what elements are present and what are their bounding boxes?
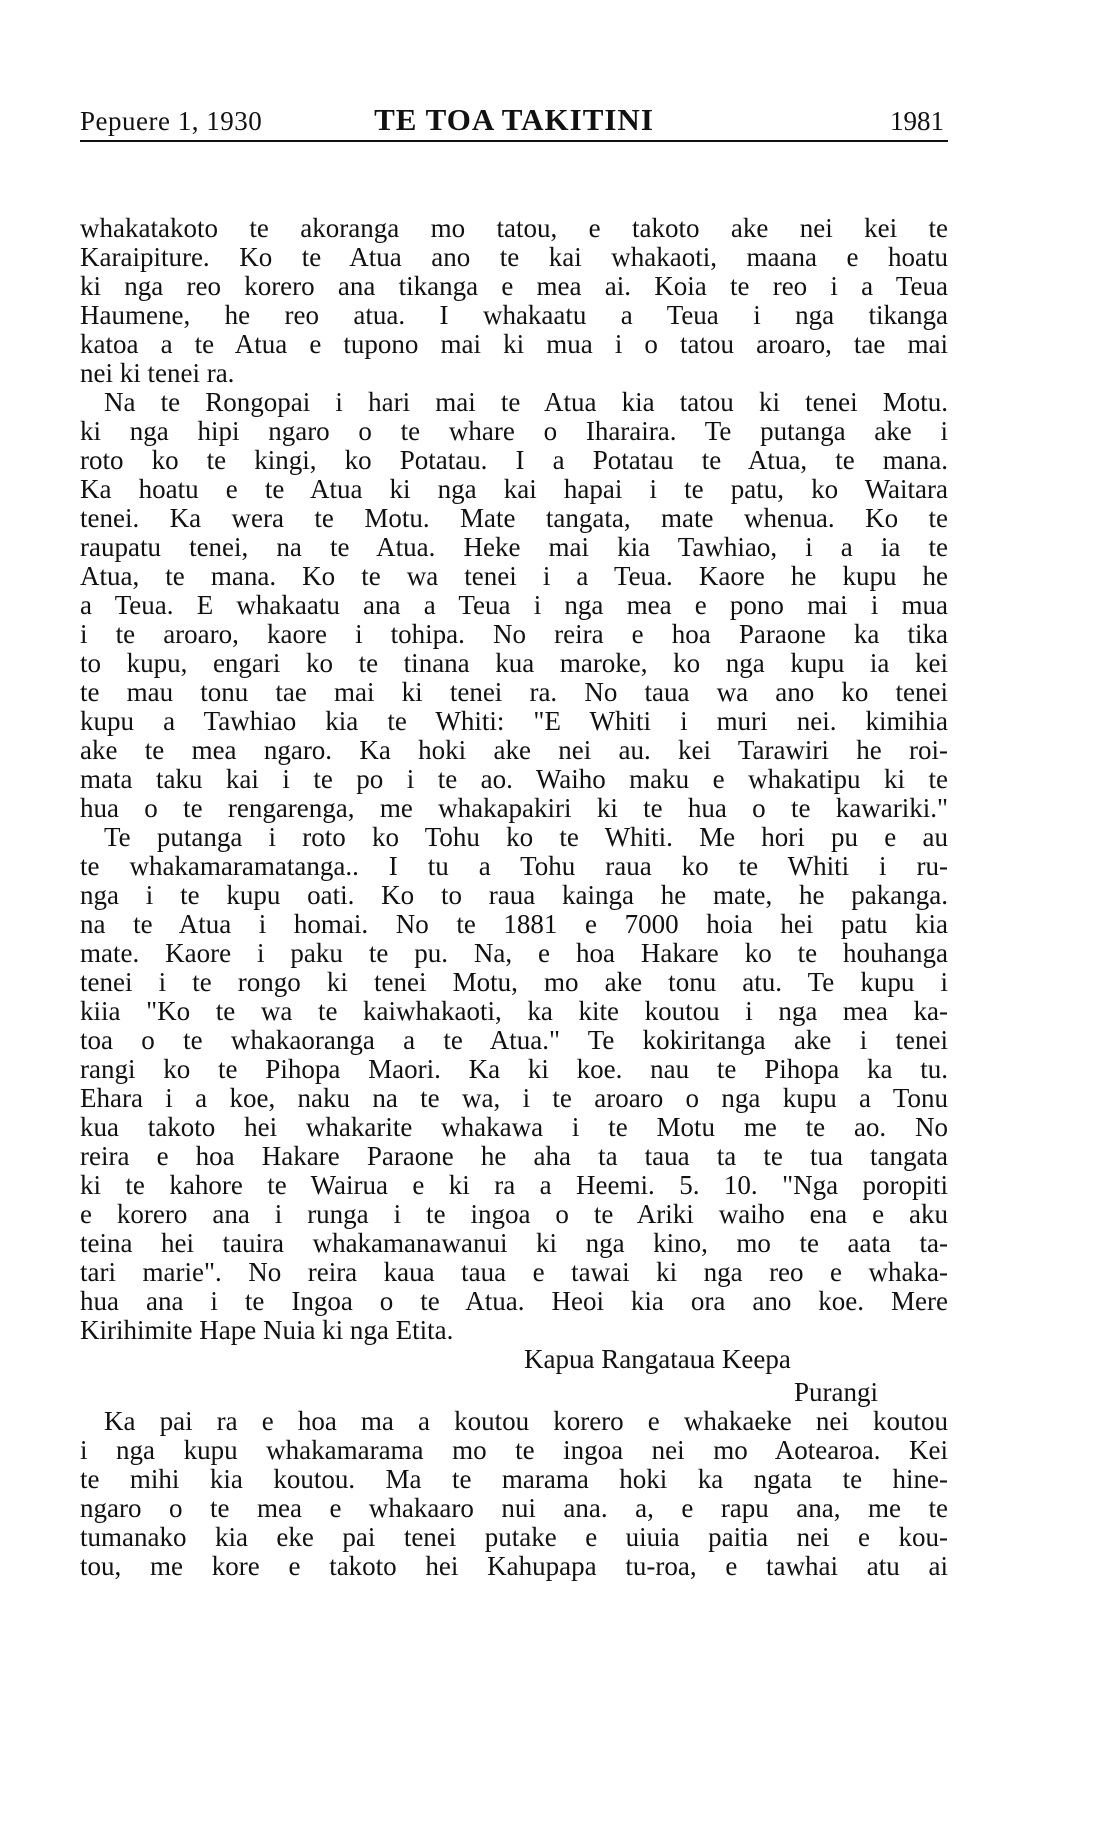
text-line: rangi ko te Pihopa Maori. Ka ki koe. nau te Pihopa ka tu. (80, 1054, 948, 1084)
text-line: te mau tonu tae mai ki tenei ra. No taua wa ano ko tenei (80, 677, 948, 707)
text-line: ki te kahore te Wairua e ki ra a Heemi. 5. 10. "Nga poropiti (80, 1170, 948, 1200)
text-line: a Teua. E whakaatu ana a Teua i nga mea e pono mai i mua (80, 590, 948, 620)
text-line: to kupu, engari ko te tinana kua maroke, ko nga kupu ia kei (80, 648, 948, 678)
text-line: tenei i te rongo ki tenei Motu, mo ake tonu atu. Te kupu i (80, 967, 948, 997)
text-line: te whakamaramatanga.. I tu a Tohu raua ko te Whiti i ru- (80, 851, 948, 881)
text-line: nei ki tenei ra. (80, 358, 235, 388)
article-body (80, 214, 948, 1581)
paragraph-1 (80, 214, 948, 388)
text-line: tari marie". No reira kaua taua e tawai ki nga reo e whaka- (80, 1257, 948, 1287)
text-line: Haumene, he reo atua. I whakaatu a Teua i nga tikanga (80, 300, 948, 330)
text-line: ake te mea ngaro. Ka hoki ake nei au. kei Tarawiri he roi- (80, 735, 948, 765)
publication-title: TE TOA TAKITINI (374, 102, 654, 137)
text-line: e korero ana i runga i te ingoa o te Ariki waiho ena e aku (80, 1199, 948, 1229)
text-line: Na te Rongopai i hari mai te Atua kia tatou ki tenei Motu. (104, 387, 948, 417)
text-line: ki nga hipi ngaro o te whare o Iharaira. Te putanga ake i (80, 416, 948, 446)
text-line: Karaipiture. Ko te Atua ano te kai whakaoti, maana e hoatu (80, 242, 948, 272)
text-line: Ka hoatu e te Atua ki nga kai hapai i te patu, ko Waitara (80, 474, 948, 504)
signature-place: Purangi (794, 1377, 878, 1407)
text-line: i nga kupu whakamarama mo te ingoa nei mo Aotearoa. Kei (80, 1435, 948, 1465)
text-line: nga i te kupu oati. Ko to raua kainga he mate, he pakanga. (80, 880, 948, 910)
issue-date: Pepuere 1, 1930 (80, 106, 263, 136)
text-line: kua takoto hei whakarite whakawa i te Motu me te ao. No (80, 1112, 948, 1142)
text-line: teina hei tauira whakamanawanui ki nga kino, mo te aata ta- (80, 1228, 948, 1258)
text-line: te mihi kia koutou. Ma te marama hoki ka ngata te hine- (80, 1464, 948, 1494)
text-line: Te putanga i roto ko Tohu ko te Whiti. Me hori pu e au (104, 822, 948, 852)
text-line: ki nga reo korero ana tikanga e mea ai. Koia te reo i a Teua (80, 271, 948, 301)
text-line: whakatakoto te akoranga mo tatou, e takoto ake nei kei te (80, 213, 948, 243)
paragraph-2 (80, 388, 948, 823)
text-line: roto ko te kingi, ko Potatau. I a Potatau te Atua, te mana. (80, 445, 948, 475)
text-line: raupatu tenei, na te Atua. Heke mai kia Tawhiao, i a ia te (80, 532, 948, 562)
text-line: katoa a te Atua e tupono mai ki mua i o tatou aroaro, tae mai (80, 329, 948, 359)
text-line: reira e hoa Hakare Paraone he aha ta taua ta te tua tangata (80, 1141, 948, 1171)
newspaper-page (80, 96, 948, 1581)
text-line: mata taku kai i te po i te ao. Waiho maku e whakatipu ki te (80, 764, 948, 794)
page-header (80, 96, 948, 142)
text-line: kiia "Ko te wa te kaiwhakaoti, ka kite koutou i nga mea ka- (80, 996, 948, 1026)
text-line: Ka pai ra e hoa ma a koutou korero e whakaeke nei koutou (104, 1406, 948, 1436)
text-line: ngaro o te mea e whakaaro nui ana. a, e rapu ana, me te (80, 1493, 948, 1523)
text-line: mate. Kaore i paku te pu. Na, e hoa Hakare ko te houhanga (80, 938, 948, 968)
text-line: tou, me kore e takoto hei Kahupapa tu-roa, e tawhai atu ai (80, 1551, 948, 1581)
text-line: tenei. Ka wera te Motu. Mate tangata, mate whenua. Ko te (80, 503, 948, 533)
text-line: kupu a Tawhiao kia te Whiti: "E Whiti i muri nei. kimihia (80, 706, 948, 736)
text-line: na te Atua i homai. No te 1881 e 7000 hoia hei patu kia (80, 909, 948, 939)
signature-name: Kapua Rangataua Keepa (524, 1344, 791, 1374)
paragraph-4 (80, 1407, 948, 1581)
text-line: hua o te rengarenga, me whakapakiri ki te hua o te kawariki." (80, 793, 948, 823)
text-line: tumanako kia eke pai tenei putake e uiuia paitia nei e kou- (80, 1522, 948, 1552)
text-line: Ehara i a koe, naku na te wa, i te aroaro o nga kupu a Tonu (80, 1083, 948, 1113)
text-line: Atua, te mana. Ko te wa tenei i a Teua. Kaore he kupu he (80, 561, 948, 591)
text-line: toa o te whakaoranga a te Atua." Te kokiritanga ake i tenei (80, 1025, 948, 1055)
text-line: i te aroaro, kaore i tohipa. No reira e hoa Paraone ka tika (80, 619, 948, 649)
paragraph-3 (80, 823, 948, 1345)
page-number: 1981 (890, 106, 944, 136)
text-line: hua ana i te Ingoa o te Atua. Heoi kia ora ano koe. Mere (80, 1286, 948, 1316)
text-line: Kirihimite Hape Nuia ki nga Etita. (80, 1315, 454, 1345)
